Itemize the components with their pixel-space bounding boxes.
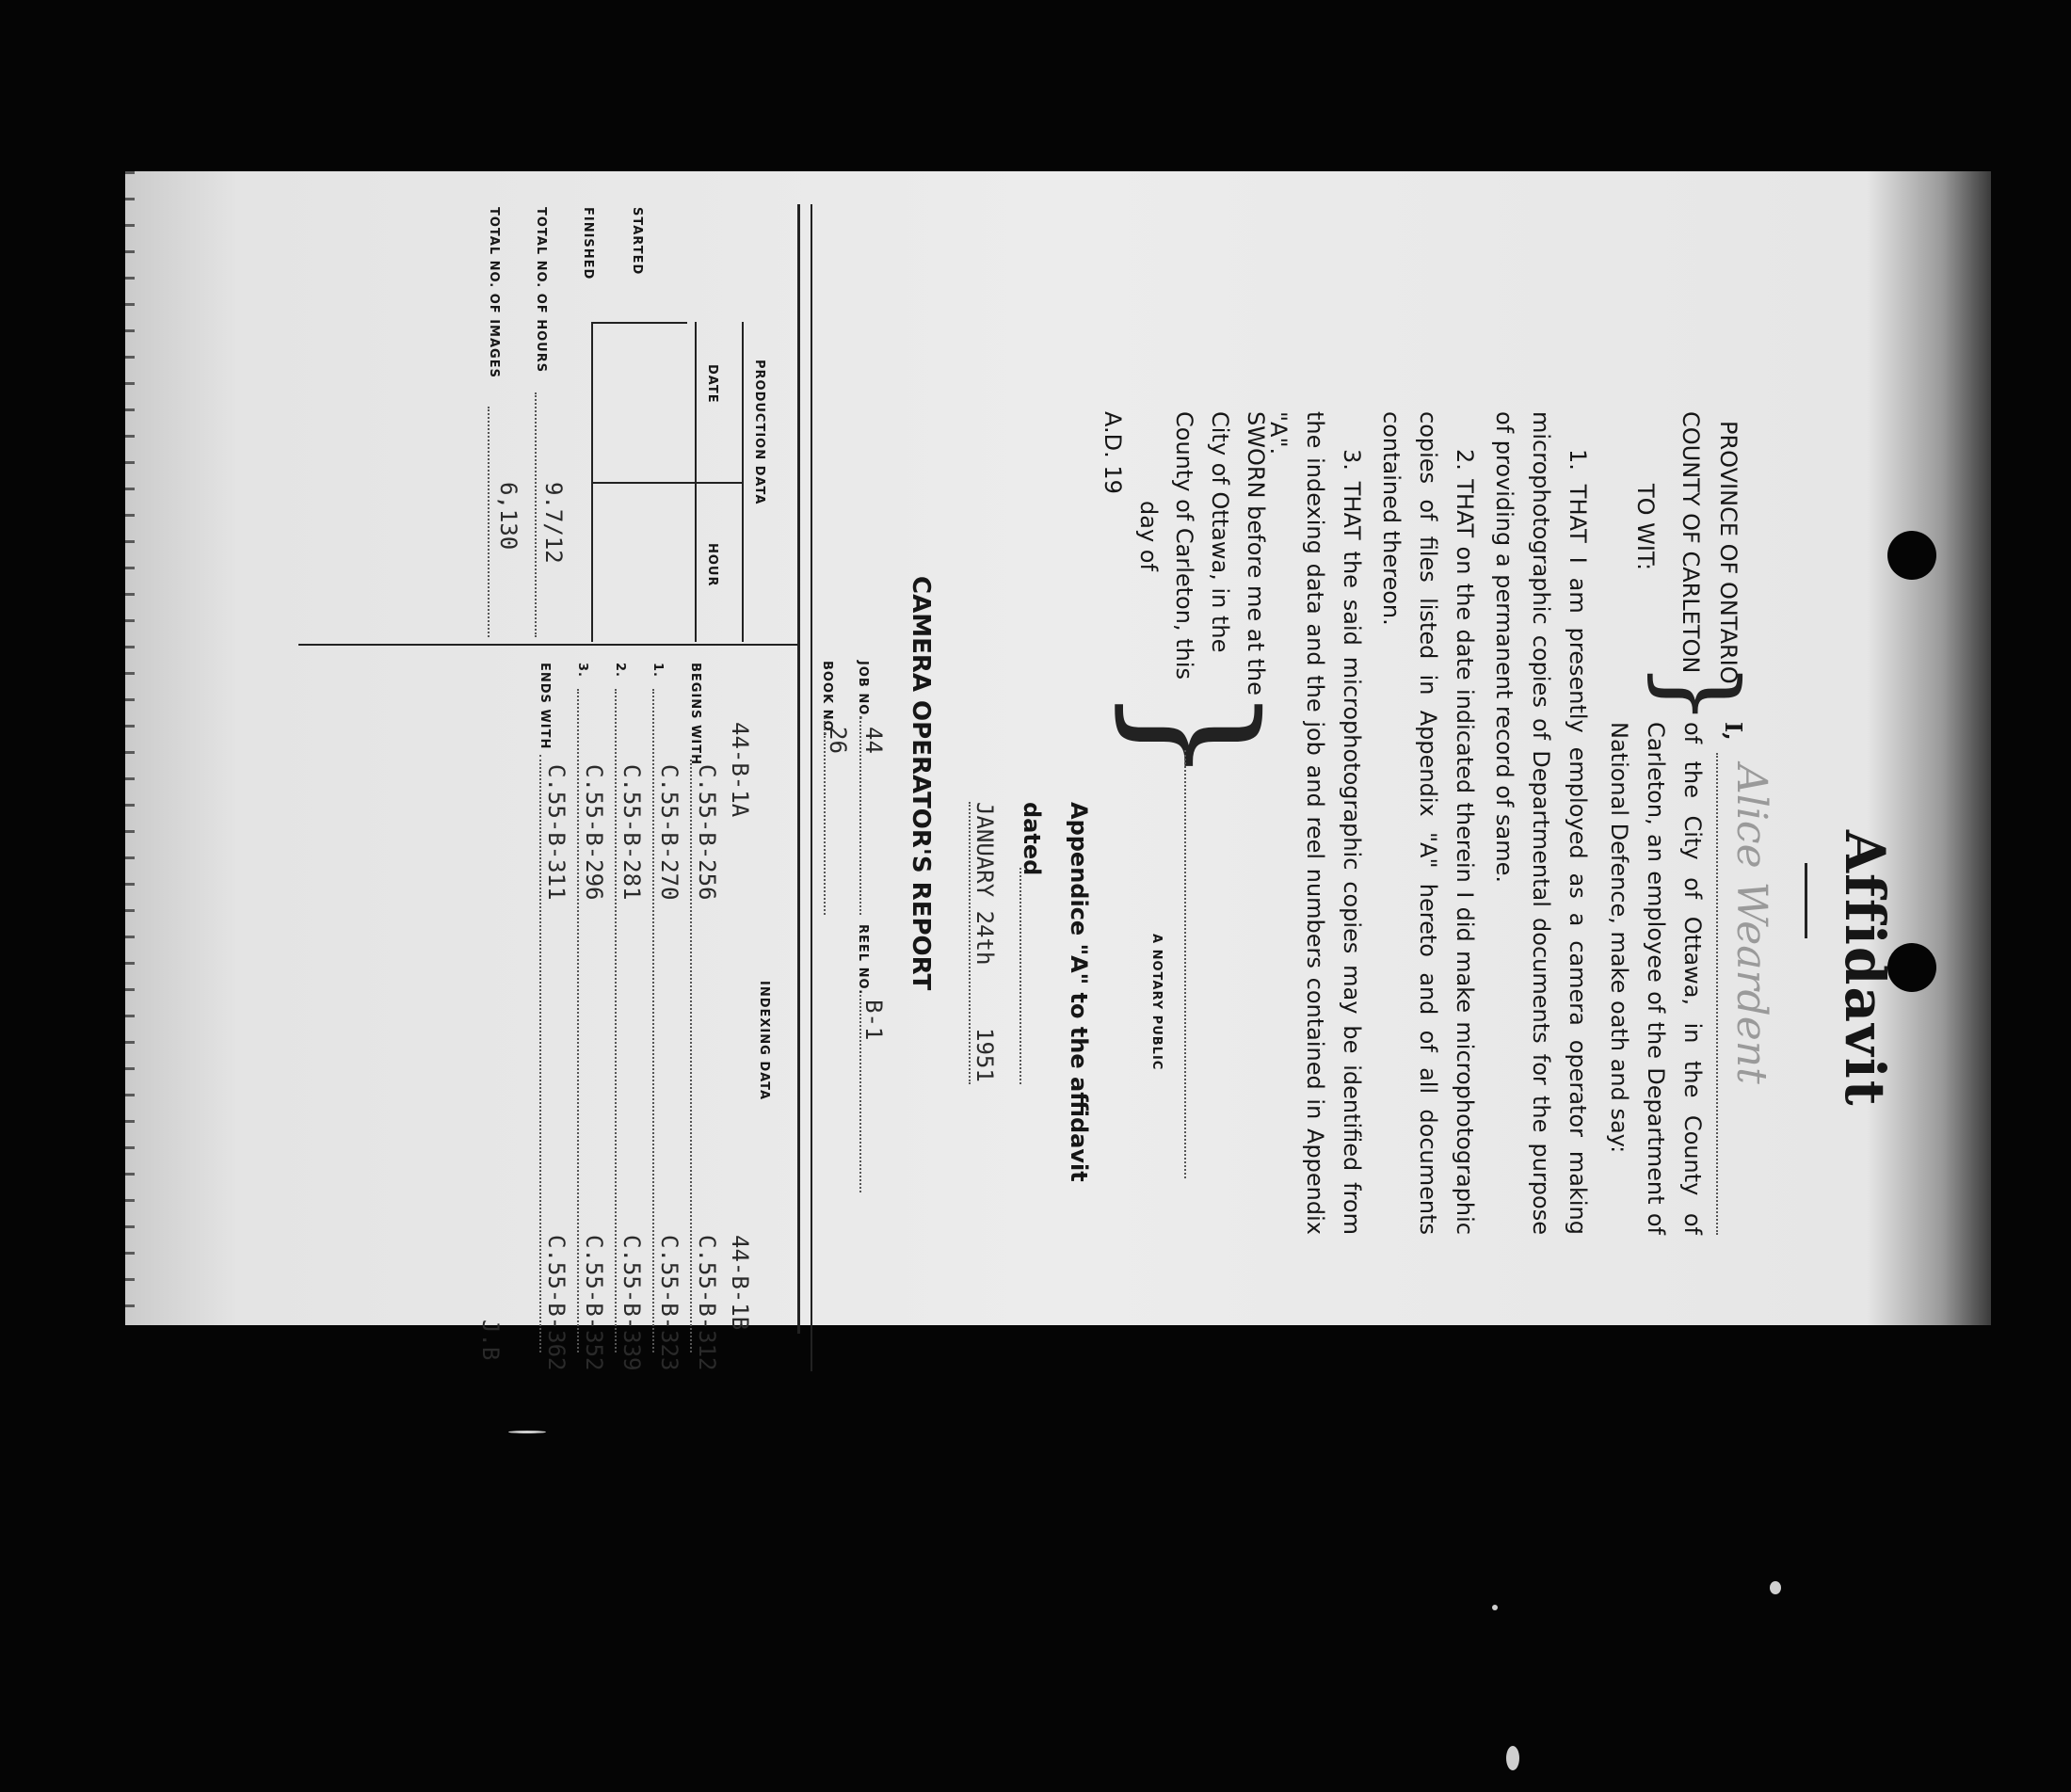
clause-1: 1. THAT I am presently employed as a camera operator making microphotographic copies of Departmental documents for the purpose of providing a permanent record of same. (1491, 411, 1591, 1235)
hours-label: TOTAL NO. OF HOURS (534, 207, 548, 374)
sworn-line-4: day of (1135, 501, 1162, 571)
sworn-line-3: County of Carleton, this (1171, 411, 1197, 680)
begins-label: BEGINS WITH (688, 663, 702, 765)
index-head-right: 44-B-1B (727, 1235, 753, 1331)
brace: } (1102, 684, 1289, 787)
finished-label: FINISHED (581, 207, 595, 280)
affidavit-title: Affidavit (1833, 830, 1897, 1108)
to-wit-label: TO WIT: (1632, 484, 1659, 571)
county-label: COUNTY OF CARLETON (1678, 411, 1704, 674)
hours-line (535, 392, 537, 637)
hours-value: 9.7/12 (540, 482, 567, 564)
report-title: CAMERA OPERATOR'S REPORT (907, 576, 935, 991)
operator-initials: J.B (477, 1320, 504, 1361)
signature-line (1716, 753, 1718, 1235)
rotated-content (125, 171, 1991, 1371)
book-value: 26 (825, 727, 851, 754)
notary-signature-line (1184, 750, 1186, 1178)
film-speck (1492, 1605, 1498, 1610)
report-rule (797, 204, 800, 1334)
sworn-line-1: SWORN before me at the (1243, 411, 1269, 696)
reel-value: B-1 (860, 1000, 887, 1041)
date-value: JANUARY 24th (971, 802, 998, 966)
row-2-right: C.55-B-339 (618, 1235, 645, 1371)
row-number-1: 1. (650, 663, 665, 678)
ends-left: C.55-B-311 (543, 764, 570, 901)
book-label: BOOK NO. (820, 661, 834, 738)
brace: } (1640, 661, 1760, 727)
production-column-divider (593, 482, 744, 484)
report-column-divider (298, 644, 797, 646)
report-divider (811, 204, 812, 1371)
year-value: 1951 (971, 1028, 998, 1082)
date-column-label: DATE (705, 364, 719, 404)
reel-label: REEL NO. (856, 924, 870, 996)
job-label: JOB NO. (856, 661, 870, 721)
images-label: TOTAL NO. OF IMAGES (487, 207, 501, 378)
film-speck (1770, 1581, 1781, 1594)
row-number-2: 2. (613, 663, 627, 678)
sworn-line-2: City of Ottawa, in the (1207, 411, 1233, 653)
film-speck (508, 1431, 546, 1433)
index-head-left: 44-B-1A (727, 722, 753, 818)
ends-right: C.55-B-362 (543, 1235, 570, 1371)
ends-label: ENDS WITH (538, 663, 552, 750)
sworn-line-5: A.D. 19 (1100, 411, 1126, 494)
row-1-left: C.55-B-270 (656, 764, 682, 901)
appendix-line: Appendice "A" to the affidavit (1066, 802, 1092, 1182)
finished-rule (591, 322, 593, 642)
clause-3: 3. THAT the said microphotographic copies may be identified from the indexing data and the job and reel numbers contained in Appendix "A". (1265, 411, 1365, 1235)
province-label: PROVINCE OF ONTARIO (1715, 421, 1742, 684)
row-3-left: C.55-B-296 (581, 764, 607, 901)
dated-line (1019, 868, 1021, 1084)
started-label: STARTED (630, 207, 644, 276)
signature: Alice Weardent (1727, 764, 1775, 1084)
indexing-label: INDEXING DATA (757, 981, 771, 1101)
reel-line (859, 995, 861, 1192)
title-underline (1805, 863, 1807, 938)
begins-left: C.55-B-256 (694, 764, 720, 901)
images-line (488, 407, 490, 637)
row-3-right: C.55-B-352 (581, 1235, 607, 1371)
production-label: PRODUCTION DATA (752, 360, 766, 505)
begins-right: C.55-B-312 (694, 1235, 720, 1371)
book-line (824, 717, 826, 915)
row-number-3: 3. (575, 663, 589, 678)
job-value: 44 (860, 727, 887, 754)
intro-paragraph: of the City of Ottawa, in the County of Carleton, an employee of the Department of National Defence, make oath and say: (1606, 722, 1706, 1235)
pronoun-label: I, (1720, 722, 1747, 741)
images-value: 6,130 (495, 482, 522, 551)
row-2-left: C.55-B-281 (618, 764, 645, 901)
film-speck (1506, 1746, 1519, 1770)
hour-column-label: HOUR (705, 543, 719, 587)
job-line (859, 717, 861, 915)
clause-2: 2. THAT on the date indicated therein I did make microphotographic copies of files listed in Appendix "A" hereto and of all documents contained thereon. (1378, 411, 1478, 1235)
production-column-divider (593, 322, 687, 324)
dated-label: dated (1019, 802, 1045, 876)
notary-label: A NOTARY PUBLIC (1149, 934, 1164, 1071)
row-1-right: C.55-B-323 (656, 1235, 682, 1371)
document-page (125, 171, 1991, 1371)
